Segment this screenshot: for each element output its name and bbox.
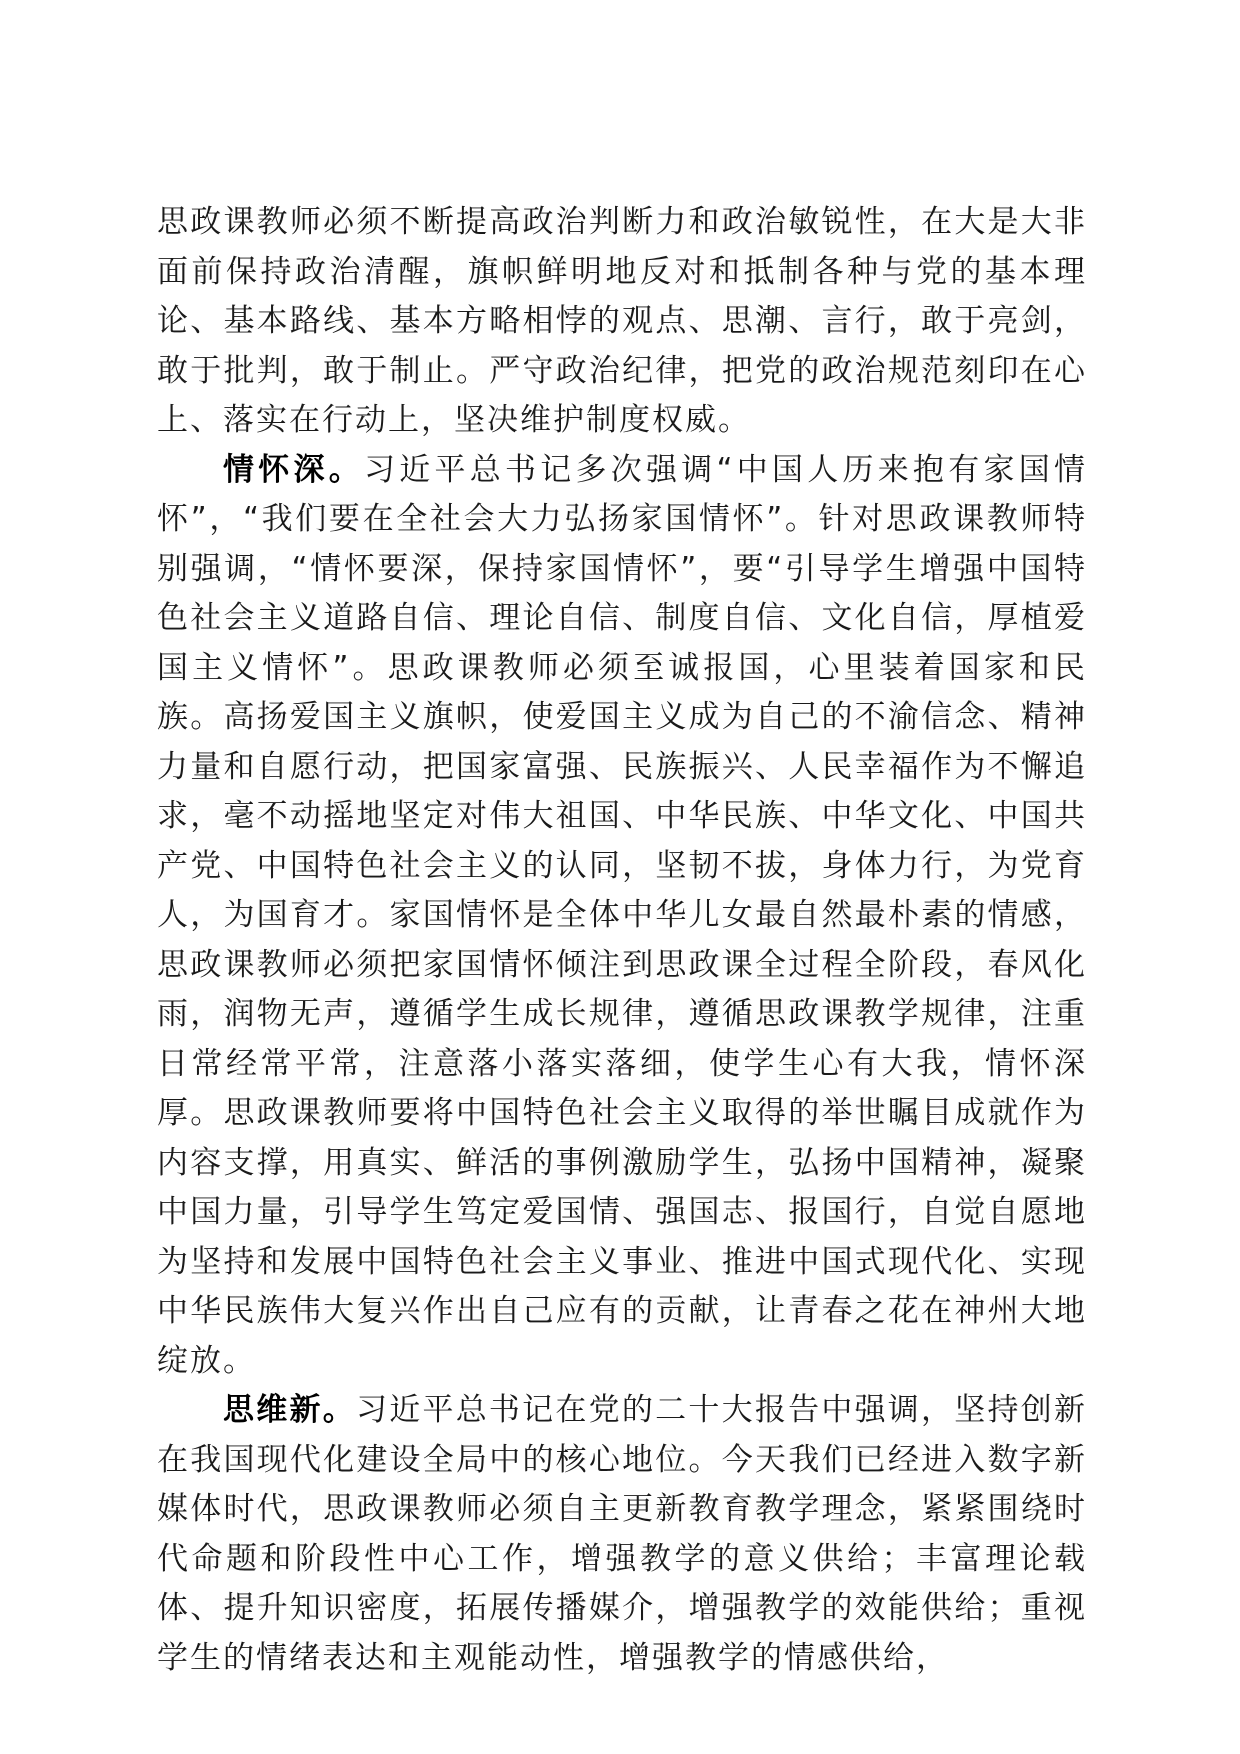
paragraph-text: 思政课教师必须不断提高政治判断力和政治敏锐性，在大是大非面前保持政治清醒，旗帜鲜明地反对和抵制各种与党的基本理论、基本路线、基本方略相悖的观点、思潮、言行，敢于亮剑，敢于批判，敢于制止。严守政治纪律，把党的政治规范刻印在心上、落实在行动上，坚决维护制度权威。 — [157, 204, 1087, 438]
paragraph-political-awareness — [157, 198, 1087, 446]
paragraph-heading: 思维新。 — [223, 1392, 356, 1428]
paragraph-text: 习近平总书记多次强调“中国人历来抱有家国情怀”，“我们要在全社会大力弘扬家国情怀”。针对思政课教师特别强调，“情怀要深，保持家国情怀”，要“引导学生增强中国特色社会主义道路自信、理论自信、制度自信、文化自信，厚植爱国主义情怀”。思政课教师必须至诚报国，心里装着国家和民族。高扬爱国主义旗帜，使爱国主义成为自己的不渝信念、精神力量和自愿行动，把国家富强、民族振兴、人民幸福作为不懈追求，毫不动摇地坚定对伟大祖国、中华民族、中华文化、中国共产党、中国特色社会主义的认同，坚韧不拔，身体力行，为党育人，为国育才。家国情怀是全体中华儿女最自然最朴素的情感，思政课教师必须把家国情怀倾注到思政课全过程全阶段，春风化雨，润物无声，遵循学生成长规律，遵循思政课教学规律，注重日常经常平常，注意落小落实落细，使学生心有大我，情怀深厚。思政课教师要将中国特色社会主义取得的举世瞩目成就作为内容支撑，用真实、鲜活的事例激励学生，弘扬中国精神，凝聚中国力量，引导学生笃定爱国情、强国志、报国行，自觉自愿地为坚持和发展中国特色社会主义事业、推进中国式现代化、实现中华民族伟大复兴作出自己应有的贡献，让青春之花在神州大地绽放。 — [157, 451, 1088, 1379]
paragraph-heading: 情怀深。 — [223, 451, 364, 488]
paragraph-text: 习近平总书记在党的二十大报告中强调，坚持创新在我国现代化建设全局中的核心地位。今天我们已经进入数字新媒体时代，思政课教师必须自主更新教育教学理念，紧紧围绕时代命题和阶段性中心工作，增强教学的意义供给；丰富理论载体、提升知识密度，拓展传播媒介，增强教学的效能供给；重视学生的情绪表达和主观能动性，增强教学的情感供给， — [157, 1392, 1088, 1676]
paragraph-new-thinking — [157, 1386, 1087, 1683]
document-body — [157, 198, 1087, 1683]
paragraph-deep-feelings — [157, 446, 1087, 1387]
